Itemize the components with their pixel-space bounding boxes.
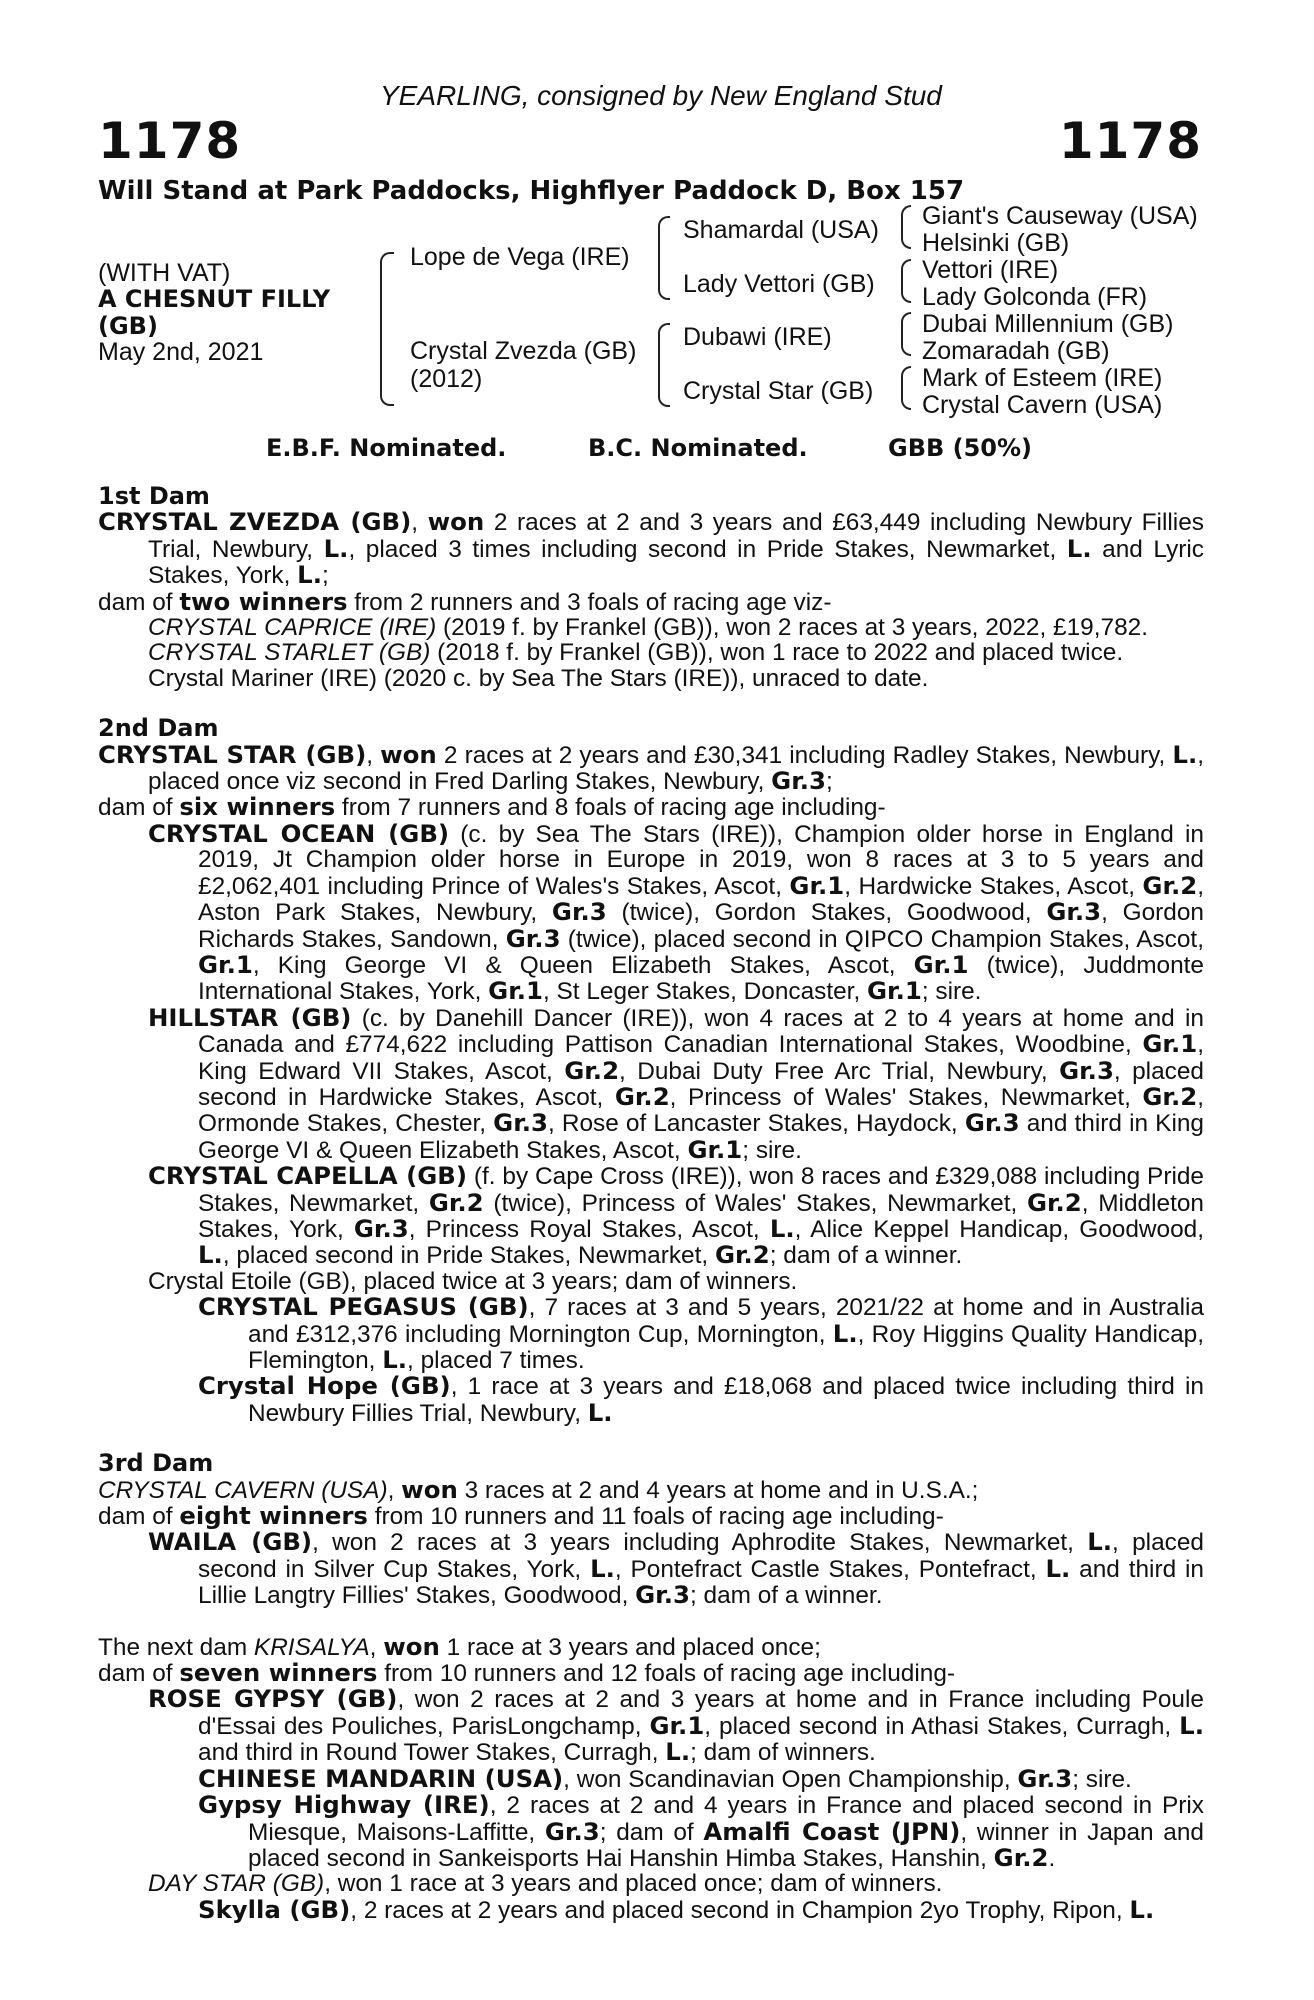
pedigree-paragraph [198,1373,1204,1426]
text-run: , placed 3 times including second in Pride Stakes, Newmarket, [348,535,1067,563]
section-heading: 3rd Dam [98,1449,214,1478]
pedigree-brace-sd [901,259,911,303]
bold-run: L. [769,1213,795,1243]
bold-run: won [427,507,485,537]
pedigree-paragraph [148,1686,1204,1765]
text-run: , [369,1633,384,1661]
bold-run: Amalfi Coast (JPN) [703,1816,961,1846]
text-run: ; sire. [1072,1765,1132,1793]
italic-run: CRYSTAL CAVERN (USA) [98,1476,388,1504]
bold-run: L. [1045,1553,1071,1583]
bold-run: Gr.1 [913,949,969,979]
bold-run: two winners [179,586,348,616]
pedigree-brace-ds [901,312,911,356]
text-run: , King George VI & Queen Elizabeth Stakes, Ascot, [252,951,914,979]
pedigree-ss-sire: Giant's Causeway (USA) [922,202,1198,230]
bold-run: Gr.2 [428,1187,484,1217]
bold-run: Gr.1 [867,976,922,1006]
pedigree-brace-dam [658,323,670,407]
text-run: ; [825,768,833,796]
bc-nomination: B.C. Nominated. [588,434,808,462]
bold-run: WAILA (GB) [148,1527,313,1557]
text-run: (twice), Princess of Wales' Stakes, Newmarket, [483,1189,1027,1217]
text-run: , King Edward VII Stakes, Ascot, [198,1031,1204,1085]
text-run: , Princess of Wales' Stakes, Newmarket, [669,1083,1143,1111]
pedigree-brace-main [380,252,394,406]
italic-run: CRYSTAL STARLET (GB) [148,639,431,667]
text-run: , Hardwicke Stakes, Ascot, [844,872,1143,900]
bold-run: Gr.3 [551,897,607,927]
pedigree-paragraph [148,1163,1204,1269]
text-run: , winner in Japan and placed second in Sankeisports Hai Hanshin Himba Stakes, Hanshin, [248,1818,1204,1872]
text-run: , Aston Park Stakes, Newbury, [198,872,1205,927]
pedigree-sd-dam: Lady Golconda (FR) [922,283,1148,311]
pedigree-paragraph [148,1529,1204,1608]
pedigree-brace-dd [901,366,911,410]
text-run: dam of [98,794,180,822]
bold-run: Gr.3 [771,766,826,796]
bold-run: Gr.2 [564,1055,620,1085]
pedigree-paragraph [98,586,1204,616]
text-run: , won 2 races at 2 and 3 years at home and in France including Poule d'Essai des Pouliches, ParisLongchamp, [198,1686,1204,1740]
pedigree-sire: Lope de Vega (IRE) [410,243,630,271]
bold-run: Skylla (GB) [198,1894,351,1924]
pedigree-paragraph [198,1894,1204,1924]
text-run: ; sire. [921,978,982,1006]
text-run: 1 race at 3 years and placed once; [439,1633,821,1661]
pedigree-paragraph [198,1792,1204,1871]
bold-run: Gr.3 [505,923,561,953]
bold-run: Gr.2 [714,1240,770,1270]
bold-run: Gr.2 [1142,870,1198,900]
bold-run: L. [1087,1527,1113,1557]
horse-origin: (GB) [98,312,158,340]
text-run: , placed 7 times. [407,1347,585,1374]
bold-run: Gr.1 [687,1134,743,1164]
pedigree-dam-dam: Crystal Star (GB) [683,377,874,405]
catalogue-body [98,484,1204,1923]
text-run: (twice), Juddmonte International Stakes, York, [198,951,1204,1006]
pedigree-paragraph [98,794,1204,820]
text-run: , [387,1476,402,1504]
bold-run: Gr.3 [635,1580,690,1610]
bold-run: won [383,1631,440,1661]
bold-run: CRYSTAL ZVEZDA (GB) [98,507,412,537]
bold-run: L. [665,1737,691,1767]
section-heading: 1st Dam [98,482,210,510]
section-gap [98,1426,1204,1451]
horse-name: A CHESNUT FILLY [98,285,331,313]
pedigree-paragraph [198,1763,1204,1793]
text-run: , placed second in Silver Cup Stakes, York, [198,1529,1204,1583]
bold-run: Gr.2 [1142,1081,1198,1111]
pedigree-brace-sire [658,216,670,300]
pedigree-paragraph [98,739,1204,796]
text-run: and third in Lillie Langtry Fillies' Stakes, Goodwood, [198,1555,1204,1610]
pedigree-paragraph [148,1269,1204,1294]
pedigree-brace-ss [901,205,911,249]
text-run: , placed second in Athasi Stakes, Curragh, [704,1712,1180,1740]
text-run: from 7 runners and 8 foals of racing age including- [335,794,886,822]
text-run: (2018 f. by Frankel (GB)), won 1 race to 2022 and placed twice. [430,639,1124,667]
bold-run: Gr.2 [614,1081,670,1111]
section-gap [98,1609,1204,1634]
text-run: ; dam of winners. [690,1739,876,1767]
foaling-date: May 2nd, 2021 [98,338,264,366]
text-run: , placed once viz second in Fred Darling Stakes, Newbury, [148,741,1204,796]
text-run: , St Leger Stakes, Doncaster, [542,978,868,1006]
bold-run: Gr.2 [993,1842,1049,1872]
pedigree-dd-sire: Mark of Esteem (IRE) [922,364,1163,392]
pedigree-paragraph [148,1871,1204,1896]
bold-run: L. [1129,1894,1155,1924]
pedigree-dam-year: (2012) [410,365,483,393]
pedigree-paragraph [148,666,1204,691]
pedigree-paragraph [148,615,1204,640]
bold-run: Gr.1 [789,870,845,900]
text-run: (2019 f. by Frankel (GB)), won 2 races at 3 years, 2022, £19,782. [436,614,1148,642]
text-run: (f. by Cape Cross (IRE)), won 8 races and £329,088 including Pride Stakes, Newmarket, [198,1163,1204,1217]
italic-run: CRYSTAL CAPRICE (IRE) [148,614,437,642]
text-run: and third in King George VI & Queen Elizabeth Stakes, Ascot, [198,1110,1204,1164]
text-run: . [1048,1844,1056,1872]
pedigree-paragraph [98,1660,1204,1686]
bold-run: L. [587,1397,613,1427]
bold-run: Gr.3 [1059,1055,1114,1085]
pedigree-paragraph [198,1294,1204,1373]
bold-run: CRYSTAL PEGASUS (GB) [198,1292,529,1322]
text-run: , 2 races at 2 years and placed second in Champion 2yo Trophy, Ripon, [350,1896,1130,1924]
pedigree-sire-dam: Lady Vettori (GB) [683,270,875,298]
bold-run: L. [1172,739,1198,769]
text-run: , won 1 race at 3 years and placed once; dam of winners. [324,1870,943,1898]
bold-run: Gypsy Highway (IRE) [198,1790,490,1820]
bold-run: Gr.3 [1046,897,1102,927]
text-run: , Ormonde Stakes, Chester, [198,1083,1204,1138]
text-run: (c. by Sea The Stars (IRE)), Champion older horse in England in 2019, Jt Champion older horse in Europe in 2019, won 8 races at 3 to 5 years and £2,062,401 including Prince of Wales's Stakes, Ascot, [198,820,1204,900]
text-run: 2 races at 2 years and £30,341 including Radley Stakes, Newbury, [436,741,1173,769]
text-run: (twice), placed second in QIPCO Champion Stakes, Ascot, [560,925,1204,953]
text-run: , placed second in Hardwicke Stakes, Ascot, [198,1057,1204,1111]
pedigree-paragraph [98,1474,1204,1504]
text-run: , Middleton Stakes, York, [198,1189,1204,1243]
text-run: 2 races at 2 and 3 years and £63,449 including Newbury Fillies Trial, Newbury, [148,509,1204,563]
text-run: , Roy Higgins Quality Handicap, Flemington, [248,1320,1204,1374]
bold-run: L. [382,1345,408,1374]
bold-run: eight winners [179,1501,368,1531]
text-run: , [411,509,428,537]
bold-run: L. [1066,533,1092,563]
bold-run: L. [323,533,349,563]
text-run: Crystal Mariner (IRE) (2020 c. by Sea The Stars (IRE)), unraced to date. [148,664,929,692]
bold-run: Gr.3 [493,1108,548,1138]
pedigree-paragraph [98,509,1204,588]
bold-run: CRYSTAL OCEAN (GB) [148,818,450,848]
pedigree-paragraph [98,1631,1204,1661]
pedigree-ss-dam: Helsinki (GB) [922,229,1070,257]
text-run: , 2 races at 2 and 4 years in France and placed second in Prix Miesque, Maisons-Laffitte, [248,1792,1204,1846]
bold-run: L. [297,560,322,590]
text-run: from 10 runners and 12 foals of racing age including- [377,1660,956,1688]
bold-run: Crystal Hope (GB) [198,1371,451,1401]
pedigree-paragraph [148,818,1205,1006]
text-run: , placed second in Pride Stakes, Newmarket, [222,1242,715,1270]
vat-note: (WITH VAT) [98,259,231,287]
bold-run: CRYSTAL STAR (GB) [98,739,367,769]
text-run: , Alice Keppel Handicap, Goodwood, [794,1215,1204,1243]
bold-run: L. [590,1553,615,1583]
text-run: Crystal Etoile (GB), placed twice at 3 years; dam of winners. [148,1267,798,1295]
italic-run: DAY STAR (GB) [148,1870,325,1898]
bold-run: seven winners [179,1658,378,1688]
text-run: dam of [98,1660,180,1688]
section-heading: 2nd Dam [98,714,219,743]
bold-run: CRYSTAL CAPELLA (GB) [148,1161,468,1191]
text-run: ; dam of a winner. [689,1582,883,1610]
pedigree-paragraph [98,1503,1204,1529]
text-run: , Rose of Lancaster Stakes, Haydock, [547,1110,965,1138]
pedigree-ds-sire: Dubai Millennium (GB) [922,310,1174,338]
bold-run: L. [832,1318,858,1348]
text-run: , Dubai Duty Free Arc Trial, Newbury, [619,1057,1060,1085]
bold-run: Gr.1 [488,976,543,1006]
consignment-subtitle: YEARLING, consigned by New England Stud [380,80,942,111]
text-run: ; [321,562,329,590]
text-run: , won 2 races at 3 years including Aphrodite Stakes, Newmarket, [312,1529,1088,1557]
bold-run: Gr.3 [964,1108,1020,1138]
bold-run: Gr.3 [544,1816,600,1846]
bold-run: won [401,1474,458,1504]
section-gap [98,691,1204,716]
pedigree-sd-sire: Vettori (IRE) [922,256,1059,284]
text-run: , 1 race at 3 years and £18,068 and placed twice including third in Newbury Fillies Trial, Newbury, [248,1373,1204,1427]
text-run: , Gordon Richards Stakes, Sandown, [198,899,1204,953]
bold-run: HILLSTAR (GB) [148,1002,352,1032]
text-run: , Princess Royal Stakes, Ascot, [408,1215,770,1243]
text-run: (twice), Gordon Stakes, Goodwood, [606,899,1047,927]
gbb-status: GBB (50%) [888,434,1033,462]
text-run: dam of [98,1503,180,1531]
text-run: and Lyric Stakes, York, [148,535,1205,590]
bold-run: Gr.1 [198,949,253,979]
pedigree-dam: Crystal Zvezda (GB) [410,337,637,365]
ebf-nomination: E.B.F. Nominated. [266,434,507,462]
text-run: ; sire. [742,1136,802,1164]
text-run: The next dam [98,1633,254,1661]
bold-run: CHINESE MANDARIN (USA) [198,1763,564,1793]
bold-run: L. [1179,1710,1204,1740]
pedigree-sire-sire: Shamardal (USA) [683,216,879,244]
text-run: 3 races at 2 and 4 years at home and in U.S.A.; [457,1476,979,1504]
text-run: , Pontefract Castle Stakes, Pontefract, [614,1555,1046,1583]
bold-run: won [380,739,437,769]
text-run: , won Scandinavian Open Championship, [563,1765,1018,1793]
pedigree-ds-dam: Zomaradah (GB) [922,337,1110,365]
bold-run: ROSE GYPSY (GB) [148,1684,398,1714]
text-run: and third in Round Tower Stakes, Curragh, [198,1739,666,1767]
lot-number-left: 1178 [98,112,242,170]
bold-run: Gr.2 [1026,1187,1082,1217]
pedigree-dd-dam: Crystal Cavern (USA) [922,391,1163,419]
pedigree-dam-sire: Dubawi (IRE) [683,323,832,351]
bold-run: Gr.1 [649,1710,705,1740]
text-run: , [366,741,381,769]
text-run: , 7 races at 3 and 5 years, 2021/22 at home and in Australia and £312,376 including Mornington Cup, Mornington, [248,1294,1204,1348]
bold-run: Gr.3 [1017,1763,1073,1793]
bold-run: L. [198,1240,223,1270]
pedigree-paragraph [148,1002,1204,1164]
text-run: dam of [98,588,180,616]
lot-number-right: 1178 [1058,112,1202,170]
text-run: from 10 runners and 11 foals of racing age including- [367,1503,944,1531]
text-run: (c. by Danehill Dancer (IRE)), won 4 races at 2 to 4 years at home and in Canada and £774,622 including Pattison Canadian International Stakes, Woodbine, [198,1004,1204,1059]
pedigree-paragraph [148,640,1204,665]
bold-run: Gr.1 [1142,1029,1198,1059]
bold-run: six winners [179,792,336,822]
text-run: from 2 runners and 3 foals of racing age viz- [347,588,832,616]
text-run: ; dam of a winner. [769,1242,963,1270]
stand-location: Will Stand at Park Paddocks, Highflyer Paddock D, Box 157 [98,176,965,206]
bold-run: Gr.3 [353,1213,409,1243]
italic-run: KRISALYA [253,1633,370,1661]
text-run: ; dam of [599,1818,704,1846]
